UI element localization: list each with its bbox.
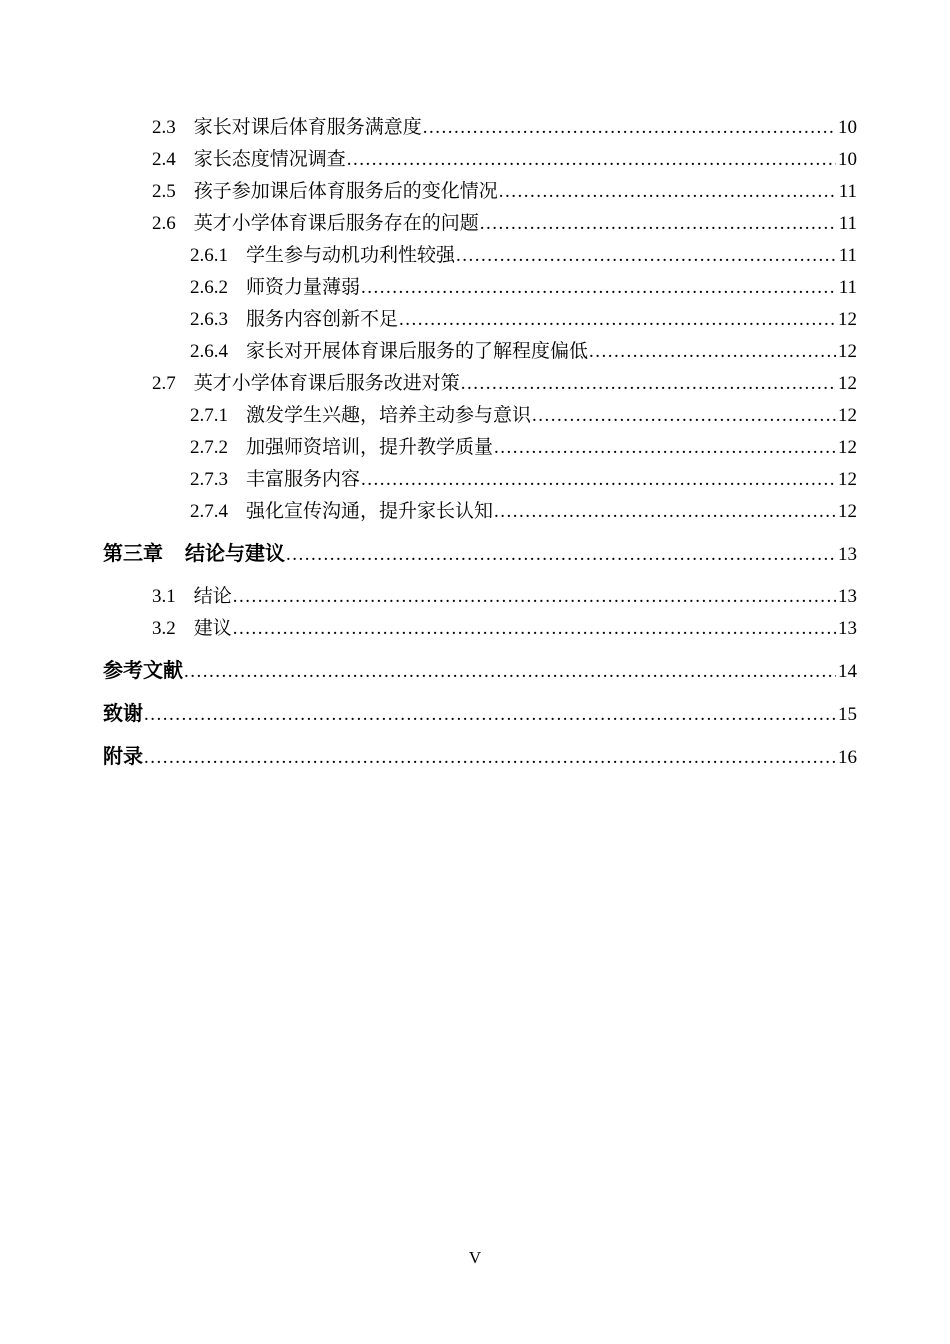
toc-entry-title: 加强师资培训，提升教学质量: [246, 437, 494, 458]
toc-entry[interactable]: [152, 112, 857, 144]
toc-entry-title: 家长态度情况调查: [193, 149, 346, 170]
toc-entry[interactable]: [103, 698, 857, 731]
toc-entry-number: 2.4: [152, 149, 176, 170]
toc-entry-title: 结论: [193, 586, 232, 607]
toc-dot-leader: [423, 112, 836, 144]
toc-entry[interactable]: [103, 741, 857, 774]
toc-dot-leader: [461, 368, 836, 400]
toc-entry[interactable]: [152, 144, 857, 176]
toc-entry-title: 孩子参加课后体育服务后的变化情况: [193, 181, 498, 202]
toc-dot-leader: [494, 496, 836, 528]
toc-entry-title: 建议: [193, 618, 232, 639]
toc-entry-number: 2.6: [152, 213, 176, 234]
toc-entry-page-number: 16: [838, 747, 857, 768]
toc-entry-title: 强化宣传沟通，提升家长认知: [246, 501, 494, 522]
toc-entry-page-number: 13: [838, 544, 857, 565]
toc-entry-number: 2.7.2: [190, 437, 228, 458]
toc-entry[interactable]: [190, 400, 857, 432]
toc-dot-leader: [144, 742, 836, 774]
toc-entry-title: 师资力量薄弱: [246, 277, 361, 298]
toc-entry-number: 2.3: [152, 117, 176, 138]
toc-entry-title: 家长对课后体育服务满意度: [193, 117, 422, 138]
toc-entry-number: 2.7: [152, 373, 176, 394]
toc-entry-title: 家长对开展体育课后服务的了解程度偏低: [246, 341, 589, 362]
toc-dot-leader: [144, 699, 836, 731]
toc-entry-page-number: 12: [838, 437, 857, 458]
toc-entry[interactable]: [103, 655, 857, 688]
toc-dot-leader: [233, 613, 836, 645]
toc-entry-page-number: 11: [838, 277, 857, 298]
footer-page-number: V: [468, 1248, 482, 1267]
toc-entry-title: 参考文献: [103, 660, 183, 682]
toc-entry[interactable]: [190, 432, 857, 464]
toc-entry[interactable]: [190, 464, 857, 496]
toc-entry-number: 2.6.2: [190, 277, 228, 298]
toc-entry-page-number: 13: [838, 586, 857, 607]
toc-entry-page-number: 12: [838, 309, 857, 330]
toc-entry-title: 附录: [103, 746, 143, 768]
toc-entry-page-number: 12: [838, 373, 857, 394]
toc-entry-title: 激发学生兴趣，培养主动参与意识: [246, 405, 532, 426]
toc-entry-title: 致谢: [103, 703, 143, 725]
toc-entry-title: 结论与建议: [185, 543, 285, 565]
toc-entry[interactable]: [152, 368, 857, 400]
toc-entry-number: 3.2: [152, 618, 176, 639]
toc-entry-page-number: 14: [838, 661, 857, 682]
toc-entry-number: 第三章: [103, 543, 163, 565]
toc-entry-page-number: 12: [838, 405, 857, 426]
toc-dot-leader: [480, 208, 837, 240]
toc-entry-page-number: 10: [838, 117, 857, 138]
toc-entry-number: 2.6.3: [190, 309, 228, 330]
toc-entry-title: 英才小学体育课后服务存在的问题: [193, 213, 479, 234]
toc-entry[interactable]: [152, 176, 857, 208]
toc-entry[interactable]: [190, 496, 857, 528]
toc-entry[interactable]: [190, 304, 857, 336]
toc-dot-leader: [361, 272, 837, 304]
toc-entry-page-number: 12: [838, 341, 857, 362]
toc-entry[interactable]: [190, 240, 857, 272]
toc-dot-leader: [494, 432, 836, 464]
toc-entry-title: 学生参与动机功利性较强: [246, 245, 456, 266]
toc-entry-number: 2.5: [152, 181, 176, 202]
toc-entry-page-number: 10: [838, 149, 857, 170]
toc-entry[interactable]: [190, 272, 857, 304]
toc-entry-page-number: 12: [838, 469, 857, 490]
toc-entry-page-number: 11: [838, 213, 857, 234]
toc-dot-leader: [456, 240, 837, 272]
toc-entry-title: 服务内容创新不足: [246, 309, 399, 330]
toc-entry-number: 2.7.3: [190, 469, 228, 490]
toc-dot-leader: [233, 581, 836, 613]
toc-dot-leader: [361, 464, 836, 496]
toc-dot-leader: [184, 656, 836, 688]
toc-entry-number: 2.6.1: [190, 245, 228, 266]
toc-entry-number: 2.7.1: [190, 405, 228, 426]
toc-entry[interactable]: [152, 581, 857, 613]
toc-dot-leader: [589, 336, 836, 368]
toc-entry-page-number: 12: [838, 501, 857, 522]
toc-entry[interactable]: [152, 613, 857, 645]
toc-dot-leader: [347, 144, 836, 176]
toc-entry-number: 2.7.4: [190, 501, 228, 522]
toc-dot-leader: [399, 304, 836, 336]
toc-entry-title: 英才小学体育课后服务改进对策: [193, 373, 460, 394]
toc-entry-page-number: 13: [838, 618, 857, 639]
toc-entry-number: 2.6.4: [190, 341, 228, 362]
toc-entry[interactable]: [103, 538, 857, 571]
table-of-contents: [103, 112, 857, 774]
toc-entry-title: 丰富服务内容: [246, 469, 361, 490]
toc-dot-leader: [532, 400, 836, 432]
toc-entry[interactable]: [190, 336, 857, 368]
toc-entry[interactable]: [152, 208, 857, 240]
toc-entry-number: 3.1: [152, 586, 176, 607]
toc-entry-page-number: 11: [838, 245, 857, 266]
toc-entry-page-number: 11: [838, 181, 857, 202]
toc-dot-leader: [286, 539, 836, 571]
toc-entry-page-number: 15: [838, 704, 857, 725]
toc-dot-leader: [499, 176, 837, 208]
